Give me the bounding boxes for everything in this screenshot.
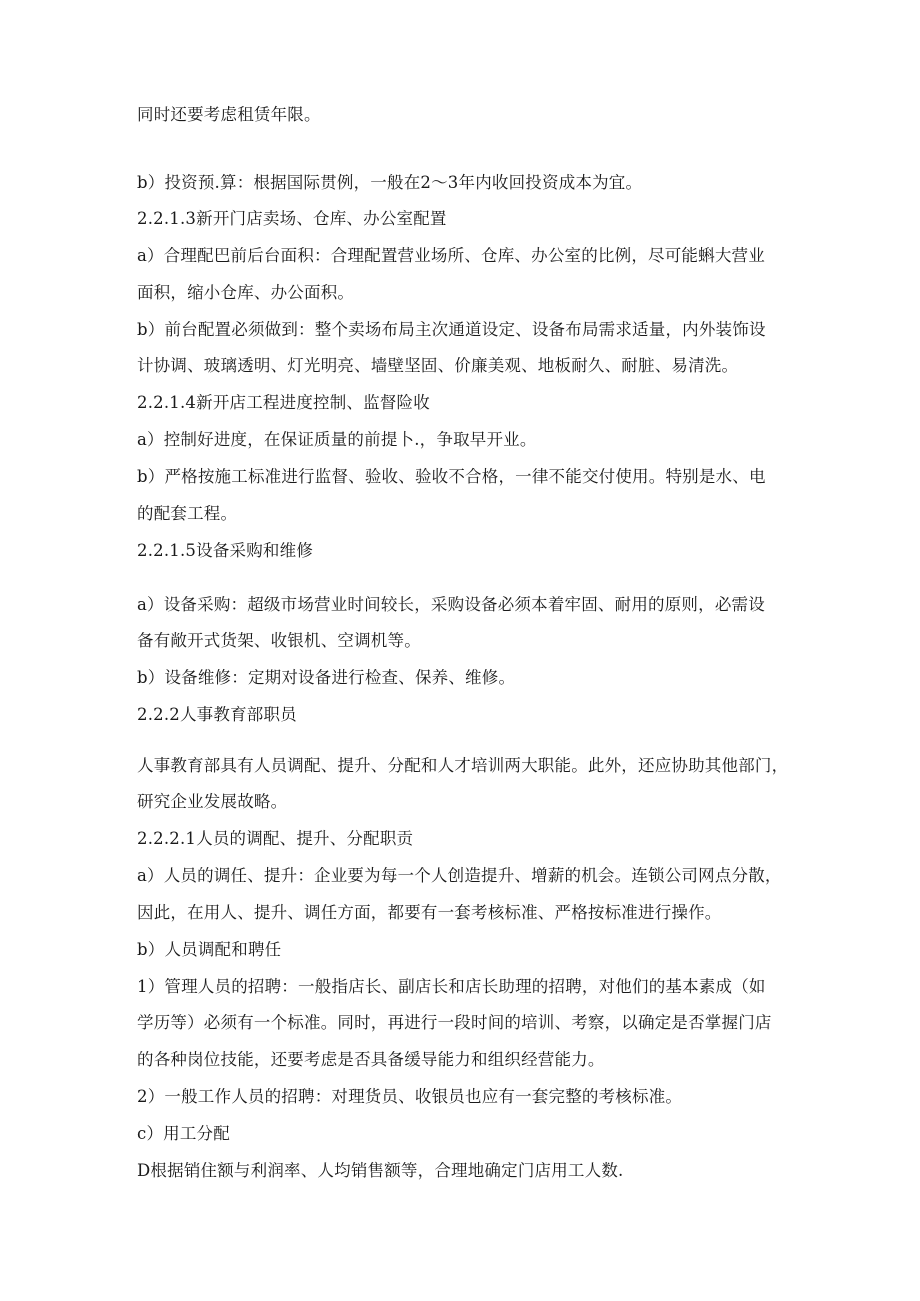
text-line: b）严格按施工标准进行监督、验收、验收不合格，一律不能交付使用。特别是水、电: [137, 467, 766, 486]
text-line: a）合理配巴前后台面积：合理配置营业场所、仓库、办公室的比例，尽可能蝌大营业: [137, 246, 765, 265]
text-line: 研究企业发展故略。: [137, 792, 288, 811]
text-line: c）用工分配: [137, 1124, 230, 1143]
text-line: 面积，缩小仓库、办公面积。: [137, 283, 355, 302]
text-line: a）人员的调任、提升：企业要为每一个人创造提升、增薪的机会。连锁公司网点分散，: [137, 866, 782, 885]
section-heading: 2.2.1.4新开店工程进度控制、监督险收: [137, 393, 430, 412]
text-line: a）设备采购：超级市场营业时间较长，采购设备必须本着牢固、耐用的原则，必需设: [137, 595, 765, 614]
text-line: b）人员调配和聘任: [137, 940, 282, 959]
text-line: b）设备维修：定期对设备进行检查、保养、维修。: [137, 668, 516, 687]
text-line: 人事教育部具有人员调配、提升、分配和人才培训两大职能。此外，还应协助其他部门，: [137, 756, 789, 775]
section-heading: 2.2.2.1人员的调配、提升、分配职贡: [137, 829, 414, 848]
text-line: 计协调、玻璃透明、灯光明亮、墙壁坚固、价廉美观、地板耐久、耐脏、易清洗。: [137, 356, 739, 375]
text-line: b）前台配置必须做到：整个卖场布局主次通道设定、设备布局需求适量，内外装饰设: [137, 320, 766, 339]
text-line: b）投资预.算：根据国际贯例，一般在2～3年内收回投资成本为宜。: [137, 173, 643, 192]
text-line: 1）管理人员的招聘：一般指店长、副店长和店长助理的招聘，对他们的基本素成（如: [137, 977, 766, 996]
text-line: D根据销住额与利润率、人均销售额等，合理地确定门店用工人数.: [137, 1161, 624, 1180]
text-line: a）控制好进度，在保证质量的前提卜.，争取早开业。: [137, 430, 537, 449]
section-heading: 2.2.1.3新开门店卖场、仓库、办公室配置: [137, 209, 447, 228]
text-line: 的配套工程。: [137, 504, 238, 523]
text-line: 2）一般工作人员的招聘：对理货员、收银员也应有一套完整的考核标准。: [137, 1087, 683, 1106]
text-line: 因此，在用人、提升、调任方面，都要有一套考核标准、严格按标准进行操作。: [137, 903, 722, 922]
text-line: 备有敞开式货架、收银机、空调机等。: [137, 631, 421, 650]
text-line: 学历等）必须有一个标准。同时，再进行一段时间的培训、考察，以确定是否掌握门店: [137, 1013, 772, 1032]
section-heading: 2.2.1.5设备采购和维修: [137, 541, 314, 560]
text-line: 的各种岗位技能，还要考虑是否具备缓导能力和组织经营能力。: [137, 1050, 605, 1069]
section-heading: 2.2.2人事教育部职员: [137, 705, 297, 724]
text-line: 同时还要考虑租赁年限。: [137, 105, 321, 124]
